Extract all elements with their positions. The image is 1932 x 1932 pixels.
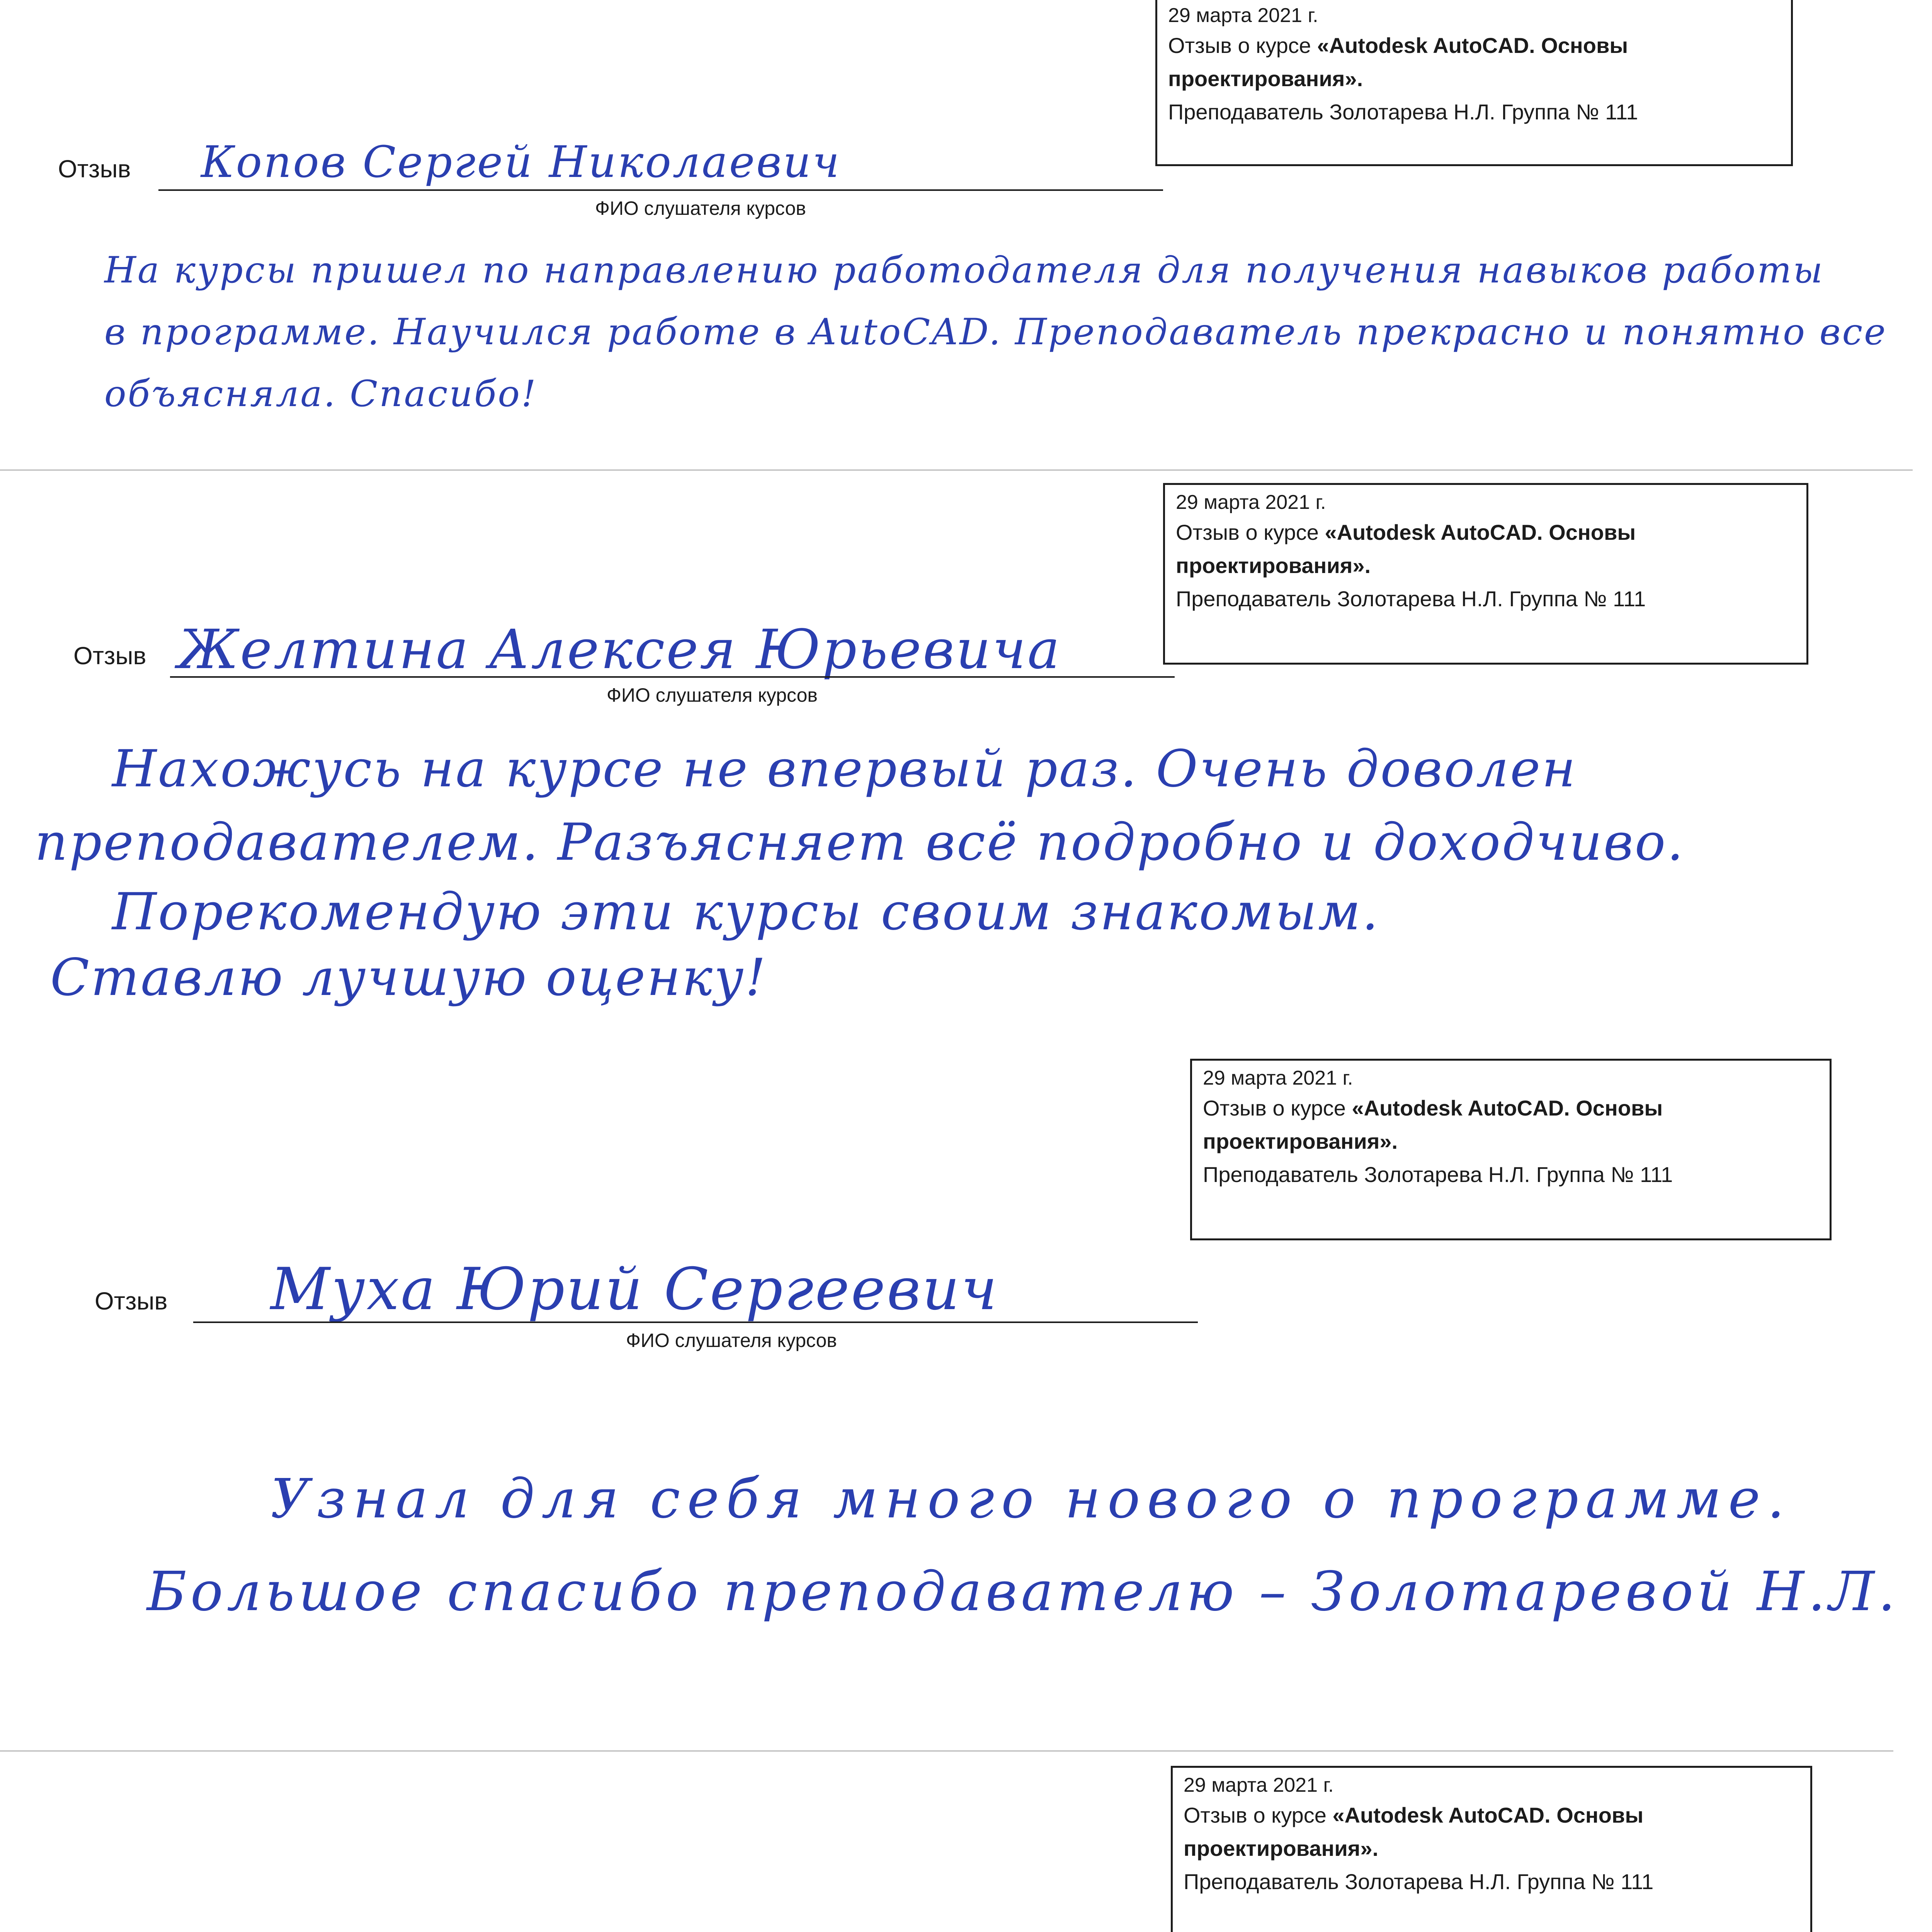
course-title-line: Отзыв о курсе «Autodesk AutoCAD. Основы xyxy=(1184,1803,1644,1827)
teacher-group-line: Преподаватель Золотарева Н.Л. Группа № 111 xyxy=(1203,1162,1673,1187)
review-text-line: Большое спасибо преподавателю – Золотаревой Н.Л. xyxy=(147,1560,1899,1623)
cut-line xyxy=(0,1750,1893,1752)
course-title-line-2: проектирования». xyxy=(1203,1129,1398,1153)
review-date: 29 марта 2021 г. xyxy=(1184,1774,1334,1796)
review-text-line: Нахожусь на курсе не впервый раз. Очень доволен xyxy=(112,739,1577,799)
review-text-line: Ставлю лучшую оценку! xyxy=(50,948,767,1007)
otzyv-label: Отзыв xyxy=(58,155,131,183)
course-title-line: Отзыв о курсе «Autodesk AutoCAD. Основы xyxy=(1203,1096,1663,1120)
name-underline xyxy=(158,189,1163,191)
review-date: 29 марта 2021 г. xyxy=(1203,1067,1353,1089)
course-info-box xyxy=(1190,1059,1832,1240)
review-text-line: объясняла. Спасибо! xyxy=(104,373,537,415)
student-name-signature: Желтина Алексея Юрьевича xyxy=(178,618,1061,681)
review-form-3 xyxy=(0,1051,1932,1747)
fio-caption: ФИО слушателя курсов xyxy=(626,1330,837,1351)
otzyv-label: Отзыв xyxy=(95,1287,168,1315)
course-title-line: Отзыв о курсе «Autodesk AutoCAD. Основы xyxy=(1168,33,1628,58)
course-title-line: Отзыв о курсе «Autodesk AutoCAD. Основы xyxy=(1176,520,1636,544)
review-text-line: Узнал для себя много нового о программе. xyxy=(270,1468,1791,1531)
course-info-box xyxy=(1155,0,1793,166)
student-name-signature: Муха Юрий Сергеевич xyxy=(270,1256,999,1323)
review-form-1 xyxy=(0,0,1932,464)
review-text-line: На курсы пришел по направлению работодателя для получения навыков работы xyxy=(104,249,1824,291)
review-date: 29 марта 2021 г. xyxy=(1176,491,1326,514)
teacher-group-line: Преподаватель Золотарева Н.Л. Группа № 111 xyxy=(1176,587,1646,611)
course-info-box xyxy=(1171,1766,1812,1932)
course-info-box xyxy=(1163,483,1808,665)
course-title-line-2: проектирования». xyxy=(1184,1836,1379,1861)
review-text-line: преподавателем. Разъясняет всё подробно и доходчиво. xyxy=(35,813,1685,872)
otzyv-label: Отзыв xyxy=(73,642,146,670)
review-form-4 xyxy=(0,1754,1932,1932)
name-underline xyxy=(170,676,1175,678)
teacher-group-line: Преподаватель Золотарева Н.Л. Группа № 111 xyxy=(1184,1869,1654,1894)
cut-line xyxy=(0,469,1913,471)
fio-caption: ФИО слушателя курсов xyxy=(595,197,806,219)
course-title-line-2: проектирования». xyxy=(1176,553,1371,578)
student-name-signature: Копов Сергей Николаевич xyxy=(201,137,841,187)
review-form-2 xyxy=(0,475,1932,1055)
name-underline xyxy=(193,1321,1198,1323)
review-text-line: Порекомендую эти курсы своим знакомым. xyxy=(112,882,1380,942)
fio-caption: ФИО слушателя курсов xyxy=(607,684,818,706)
course-title-line-2: проектирования». xyxy=(1168,66,1363,91)
teacher-group-line: Преподаватель Золотарева Н.Л. Группа № 111 xyxy=(1168,100,1638,124)
review-text-line: в программе. Научился работе в AutoCAD. Преподаватель прекрасно и понятно все xyxy=(104,311,1887,353)
review-date: 29 марта 2021 г. xyxy=(1168,4,1318,27)
